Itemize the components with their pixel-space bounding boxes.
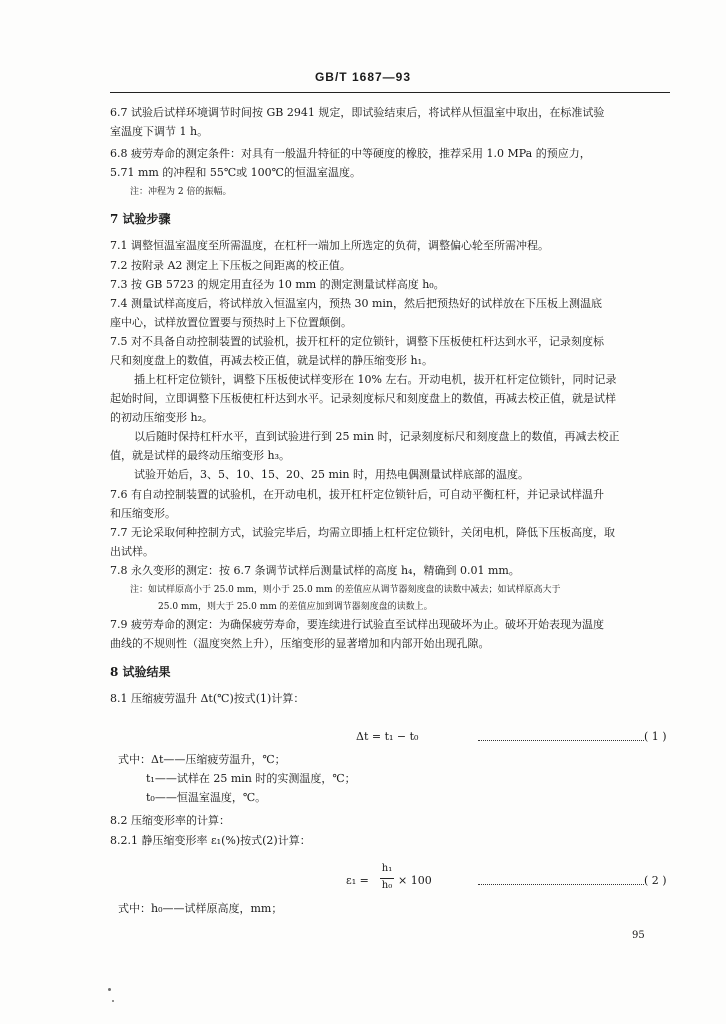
clause-7-6-line-2: 和压缩变形。 [110,507,176,520]
header-rule [110,92,670,93]
note-7-8-line-1: 注：如试样原高小于 25.0 mm，则小于 25.0 mm 的差值应从调节器刻度盘的读数中减去；如试样原高大于 [130,585,561,595]
clause-7-7-line-2: 出试样。 [110,545,154,558]
formula-1: Δt = t₁ − t₀ [356,730,419,743]
formula-2-number: ( 2 ) [644,874,667,887]
clause-7-5-para-3-line-1: 以后随时保持杠杆水平，直到试验进行到 25 min 时，记录刻度标尺和刻度盘上的数值，再减去校正 [134,430,620,443]
clause-6-7-line-1: 6.7 试验后试样环境调节时间按 GB 2941 规定，即试验结束后，将试样从恒温室中取出，在标准试验 [110,106,605,119]
clause-7-6-line-1: 7.6 有自动控制装置的试验机，在开动电机，拔开杠杆定位锁针后，可自动平衡杠杆，并记录试样温升 [110,488,604,501]
formula-2-fraction-bar [380,878,394,879]
formula-2-denominator: h₀ [381,880,393,891]
clause-7-1: 7.1 调整恒温室温度至所需温度，在杠杆一端加上所选定的负荷，调整偏心轮至所需冲程。 [110,239,549,252]
clause-7-5-line-2: 尺和刻度盘上的数值，再减去校正值，就是试样的静压缩变形 h₁。 [110,354,433,367]
margin-mark [112,1000,114,1002]
clause-8-2: 8.2 压缩变形率的计算： [110,814,230,827]
formula-2-lhs: ε₁ = [346,874,369,887]
clause-8-2-1: 8.2.1 静压缩变形率 ε₁(%)按式(2)计算： [110,834,311,847]
clause-7-9-line-2: 曲线的不规则性（温度突然上升），压缩变形的显著增加和内部开始出现孔隙。 [110,637,490,650]
standard-header: GB/T 1687—93 [314,70,412,84]
clause-7-8: 7.8 永久变形的测定：按 6.7 条调节试样后测量试样的高度 h₄，精确到 0.01 mm。 [110,564,520,577]
clause-7-4-line-2: 座中心，试样放置位置要与预热时上下位置颠倒。 [110,316,352,329]
formula-2-numerator: h₁ [381,863,393,874]
section-8-heading: 8 试验结果 [110,665,171,679]
where-h0: 式中：h₀——试样原高度，mm； [118,902,283,915]
formula-1-leader [478,740,644,741]
clause-7-7-line-1: 7.7 无论采取何种控制方式，试验完毕后，均需立即插上杠杆定位锁针，关闭电机，降低下压板高度，取 [110,526,615,539]
clause-7-3: 7.3 按 GB 5723 的规定用直径为 10 mm 的测定测量试样高度 h₀。 [110,278,445,291]
section-7-heading: 7 试验步骤 [110,212,171,226]
clause-7-4-line-1: 7.4 测量试样高度后，将试样放入恒温室内，预热 30 min，然后把预热好的试样放在下压板上测温底 [110,297,603,310]
where-t0: t₀——恒温室温度，℃。 [146,791,267,804]
note-7-8-line-2: 25.0 mm，则大于 25.0 mm 的差值应加到调节器刻度盘的读数上。 [158,602,433,612]
clause-6-8-line-2: 5.71 mm 的冲程和 55℃或 100℃的恒温室温度。 [110,166,361,179]
clause-7-5-para-2-line-3: 的初动压缩变形 h₂。 [110,411,213,424]
clause-8-1: 8.1 压缩疲劳温升 Δt(℃)按式(1)计算： [110,692,305,705]
page-number: 95 [632,930,645,941]
formula-2-leader [478,884,644,885]
clause-6-8-line-1: 6.8 疲劳寿命的测定条件：对具有一般温升特征的中等硬度的橡胶，推荐采用 1.0 MPa 的预应力， [110,147,591,160]
clause-7-5-para-2-line-1: 插上杠杆定位锁针，调整下压板使试样变形在 10% 左右。开动电机，拔开杠杆定位锁针，同时记录 [134,373,617,386]
where-t1: t₁——试样在 25 min 时的实测温度，℃； [146,772,356,785]
clause-6-7-line-2: 室温度下调节 1 h。 [110,125,209,138]
clause-7-2: 7.2 按附录 A2 测定上下压板之间距离的校正值。 [110,259,351,272]
clause-7-5-para-3-line-2: 值，就是试样的最终动压缩变形 h₃。 [110,449,290,462]
clause-7-9-line-1: 7.9 疲劳寿命的测定：为确保疲劳寿命，要连续进行试验直至试样出现破坏为止。破坏开始表现为温度 [110,618,604,631]
margin-mark [108,988,111,991]
where-delta-t: 式中：Δt——压缩疲劳温升，℃； [118,753,286,766]
clause-7-5-para-2-line-2: 起始时间，立即调整下压板使杠杆达到水平。记录刻度标尺和刻度盘上的数值，再减去校正值，就是试样 [110,392,616,405]
formula-1-number: ( 1 ) [644,730,667,743]
note-6-8: 注：冲程为 2 倍的振幅。 [130,187,232,197]
formula-2-rhs: × 100 [398,874,432,887]
clause-7-5-line-1: 7.5 对不具备自动控制装置的试验机，拔开杠杆的定位锁针，调整下压板使杠杆达到水平，记录刻度标 [110,335,604,348]
clause-7-5-para-4: 试验开始后，3、5、10、15、20、25 min 时，用热电偶测量试样底部的温度。 [134,468,530,481]
